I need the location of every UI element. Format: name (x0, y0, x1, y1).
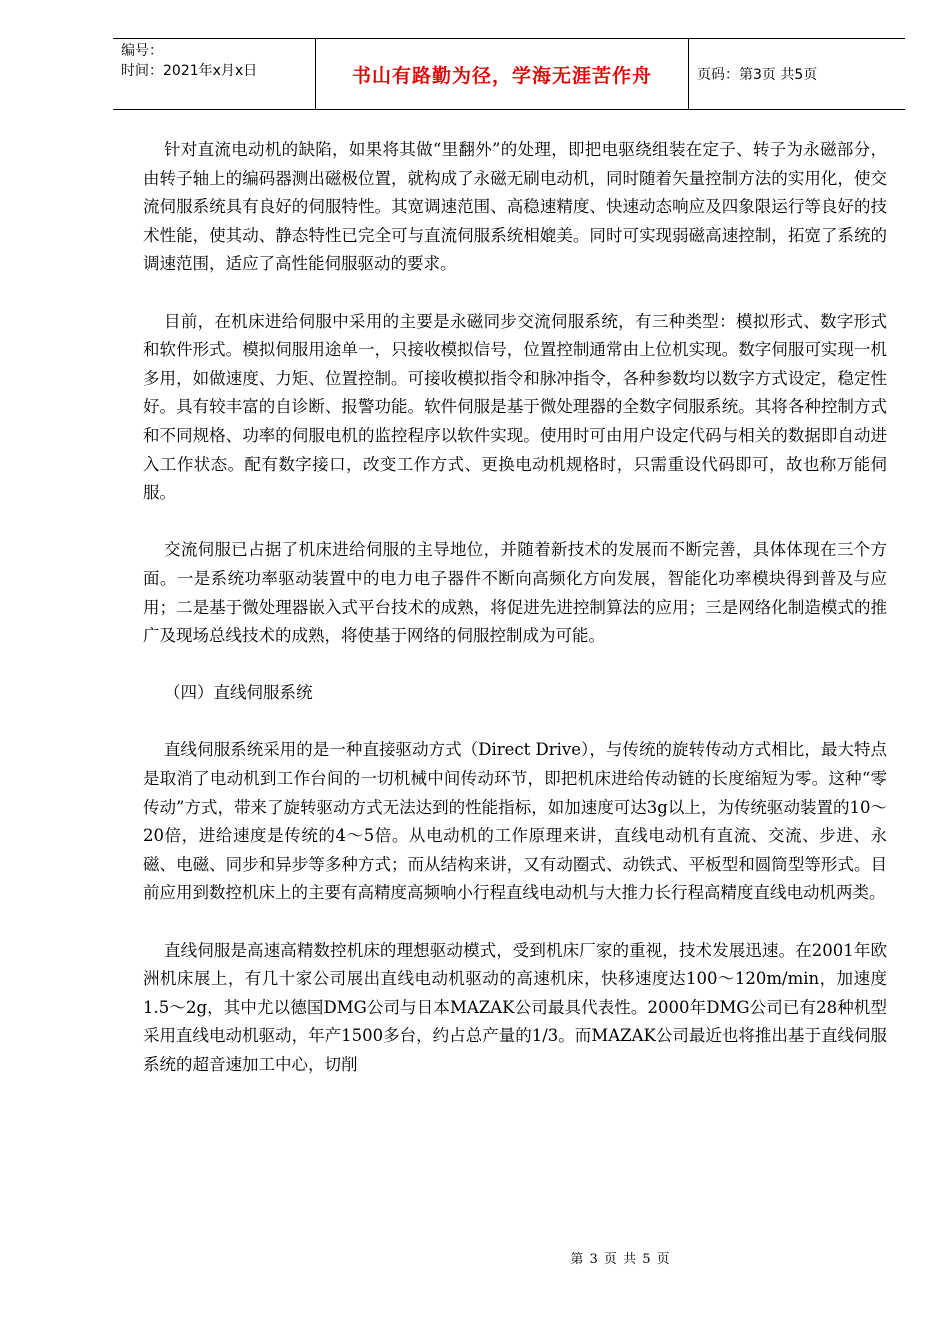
paragraph: 直线伺服系统采用的是一种直接驱动方式（Direct Drive），与传统的旋转传动方式相比，最大特点是取消了电动机到工作台间的一切机械中间传动环节，即把机床进给传动链的长度缩短为零。这种“零传动”方式，带来了旋转驱动方式无法达到的性能指标，如加速度可达3g以上，为传统驱动装置的10～20倍，进给速度是传统的4～5倍。从电动机的工作原理来讲，直线电动机有直流、交流、步进、永磁、电磁、同步和异步等多种方式；而从结构来讲，又有动圈式、动铁式、平板型和圆筒型等形式。目前应用到数控机床上的主要有高精度高频响小行程直线电动机与大推力长行程高精度直线电动机两类。 (143, 740, 887, 903)
paragraph: 针对直流电动机的缺陷，如果将其做“里翻外”的处理，即把电驱绕组装在定子、转子为永磁部分，由转子轴上的编码器测出磁极位置，就构成了永磁无刷电动机，同时随着矢量控制方法的实用化，使交流伺服系统具有良好的伺服特性。其宽调速范围、高稳速精度、快速动态响应及四象限运行等良好的技术性能，使其动、静态特性已完全可与直流伺服系统相媲美。同时可实现弱磁高速控制，拓宽了系统的调速范围，适应了高性能伺服驱动的要求。 (143, 140, 887, 274)
paragraph: 目前，在机床进给伺服中采用的主要是永磁同步交流伺服系统，有三种类型：模拟形式、数字形式和软件形式。模拟伺服用途单一，只接收模拟信号，位置控制通常由上位机实现。数字伺服可实现一机多用，如做速度、力矩、位置控制。可接收模拟指令和脉冲指令，各种参数均以数字方式设定，稳定性好。具有较丰富的自诊断、报警功能。软件伺服是基于微处理器的全数字伺服系统。其将各种控制方式和不同规格、功率的伺服电机的监控程序以软件实现。使用时可由用户设定代码与相关的数据即自动进入工作状态。配有数字接口，改变工作方式、更换电动机规格时，只需重设代码即可，故也称万能伺服。 (143, 311, 887, 503)
header-page-info: 页码：第3页 共5页 (697, 67, 818, 83)
code-label: 编号： (121, 43, 163, 59)
header-motto: 书山有路勤为径，学海无涯苦作舟 (315, 39, 689, 109)
footer-page-number: 3 (589, 1252, 598, 1267)
page-footer (0, 1248, 950, 1267)
header-meta (113, 39, 315, 109)
time-label: 时间：2021年x月x日 (121, 63, 258, 79)
section-heading: （四）直线伺服系统 (164, 683, 313, 703)
document-body (143, 136, 887, 1080)
footer-di: 第 (570, 1252, 584, 1267)
paragraph: 交流伺服已占据了机床进给伺服的主导地位，并随着新技术的发展而不断完善，具体体现在三个方面。一是系统功率驱动装置中的电力电子器件不断向高频化方向发展，智能化功率模块得到普及与应用；二是基于微处理器嵌入式平台技术的成熟，将促进先进控制算法的应用；三是网络化制造模式的推广及现场总线技术的成熟，将使基于网络的伺服控制成为可能。 (143, 540, 887, 646)
paragraph: 直线伺服是高速高精数控机床的理想驱动模式，受到机床厂家的重视，技术发展迅速。在2001年欧洲机床展上，有几十家公司展出直线电动机驱动的高速机床，快移速度达100～120m/min，加速度1.5～2g，其中尤以德国DMG公司与日本MAZAK公司最具代表性。2000年DMG公司已有28种机型采用直线电动机驱动，年产1500多台，约占总产量的1/3。而MAZAK公司最近也将推出基于直线伺服系统的超音速加工中心，切削 (143, 940, 887, 1074)
footer-ye: 页 (603, 1252, 617, 1267)
footer-ye2: 页 (656, 1252, 670, 1267)
footer-gong: 共 (623, 1252, 637, 1267)
page-header (113, 38, 905, 110)
footer-total-pages: 5 (642, 1252, 651, 1267)
